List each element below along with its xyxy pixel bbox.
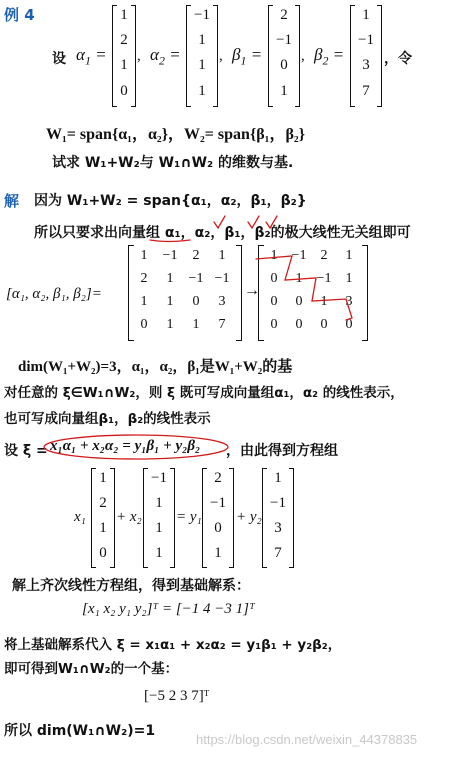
alpha1-vector: 1 2 1 0 — [112, 5, 136, 107]
watermark: https://blog.csdn.net/weixin_44378835 — [196, 732, 418, 747]
matrix-cell: 2 — [320, 248, 328, 263]
matrix-cell: 2 — [192, 248, 200, 263]
basis-vector: [−5 2 3 7]ᵀ — [144, 688, 210, 704]
eq-alpha2-vector: −1 1 1 1 — [143, 468, 175, 568]
matrix-cell: 1 — [192, 317, 200, 332]
conclusion-line: 所以 dim(W₁∩W₂)=1 — [4, 723, 156, 739]
eq-beta2-vector: 1 −1 3 7 — [262, 468, 294, 568]
coeff-x1: x₁ — [74, 509, 86, 525]
set-xi-prefix: 设 ξ = — [4, 443, 48, 459]
matrix-cell: 0 — [270, 317, 278, 332]
matrix-cell: 7 — [218, 317, 226, 332]
matrix-cell: 1 — [166, 294, 174, 309]
matrix-cell: −1 — [214, 271, 230, 286]
matrix-cell: 1 — [320, 294, 328, 309]
matrix-cell: 1 — [218, 248, 226, 263]
matrix-cell: 2 — [140, 271, 148, 286]
matrix-cell: 0 — [345, 317, 353, 332]
matrix-cell: 1 — [166, 271, 174, 286]
matrix-original — [128, 245, 242, 341]
intro-she: 设 — [52, 51, 66, 67]
beta2-vector: 1 −1 3 7 — [350, 5, 382, 107]
alpha2-label: $\alpha_2$ = — [150, 45, 181, 68]
solution-vector: [x₁ x₂ y₁ y₂]ᵀ = [−1 4 −3 1]ᵀ — [82, 601, 255, 617]
solution-line-1: 因为 W₁+W₂ = span{α₁，α₂，β₁，β₂} — [34, 193, 307, 209]
reduction-arrow: → — [244, 282, 260, 299]
coeff-x2: + x₂ — [116, 509, 142, 525]
matrix-cell: 1 — [345, 248, 353, 263]
alpha1-label: $\alpha_1$ = — [76, 45, 107, 68]
matrix-cell: 0 — [295, 294, 303, 309]
matrix-cell: 1 — [166, 317, 174, 332]
matrix-cell: 0 — [320, 317, 328, 332]
beta2-label: $\beta_2$ = — [314, 45, 345, 68]
paragraph-1: 对任意的 ξ∈W₁∩W₂，则 ξ 既可写成向量组α₁，α₂ 的线性表示， — [4, 385, 404, 401]
matrix-cell: 3 — [345, 294, 353, 309]
matrix-cell: 1 — [345, 271, 353, 286]
matrix-cell: −1 — [316, 271, 332, 286]
substitute-line: 将上基础解系代入 ξ = x₁α₁ + x₂α₂ = y₁β₁ + y₂β₂， — [4, 637, 342, 653]
matrix-cell: −1 — [162, 248, 178, 263]
matrix-cell: 1 — [140, 248, 148, 263]
matrix-cell: 0 — [140, 317, 148, 332]
alpha2-vector: −1 1 1 1 — [186, 5, 218, 107]
beta1-vector: 2 −1 0 1 — [268, 5, 300, 107]
set-xi-suffix: ，由此得到方程组 — [226, 443, 338, 459]
matrix-cell: 0 — [295, 317, 303, 332]
paragraph-2: 也可写成向量组β₁，β₂的线性表示 — [4, 411, 211, 427]
matrix-cell: 1 — [270, 248, 278, 263]
beta1-label: $\beta_1$ = — [232, 45, 263, 68]
intro-ling: ，令 — [384, 51, 412, 67]
matrix-cell: 0 — [270, 294, 278, 309]
spans-line: W₁= span{α₁，α₂}，W₂= span{β₁，β₂} — [46, 126, 306, 143]
example-heading: 例 4 — [4, 6, 35, 24]
set-xi-circled: x₁α₁ + x₂α₂ = y₁β₁ + y₂β₂ — [50, 438, 201, 454]
coeff-y2: + y₂ — [236, 509, 262, 525]
matrix-cell: 3 — [218, 294, 226, 309]
matrix-cell: 1 — [295, 271, 303, 286]
eq-beta1-vector: 2 −1 0 1 — [202, 468, 234, 568]
dim-sum-line: dim(W₁+W₂)=3，α₁，α₂，β₁是W₁+W₂的基 — [18, 359, 293, 375]
matrix-cell: −1 — [291, 248, 307, 263]
coeff-y1: = y₁ — [176, 509, 202, 525]
matrix-cell: 0 — [192, 294, 200, 309]
matrix-cell: 0 — [270, 271, 278, 286]
question-line: 试求 W₁+W₂与 W₁∩W₂ 的维数与基. — [52, 155, 294, 171]
solution-label: 解 — [4, 192, 20, 210]
matrix-cell: −1 — [188, 271, 204, 286]
solve-line: 解上齐次线性方程组，得到基础解系： — [12, 578, 250, 594]
eq-alpha1-vector: 1 2 1 0 — [91, 468, 115, 568]
matrix-label: [α₁, α₂, β₁, β₂]= — [6, 286, 102, 302]
basis-line: 即可得到W₁∩W₂的一个基： — [4, 661, 179, 677]
matrix-echelon — [258, 245, 368, 341]
matrix-cell: 1 — [140, 294, 148, 309]
solution-line-2: 所以只要求出向量组 α₁，α₂，β₁，β₂的极大线性无关组即可 — [34, 225, 411, 241]
